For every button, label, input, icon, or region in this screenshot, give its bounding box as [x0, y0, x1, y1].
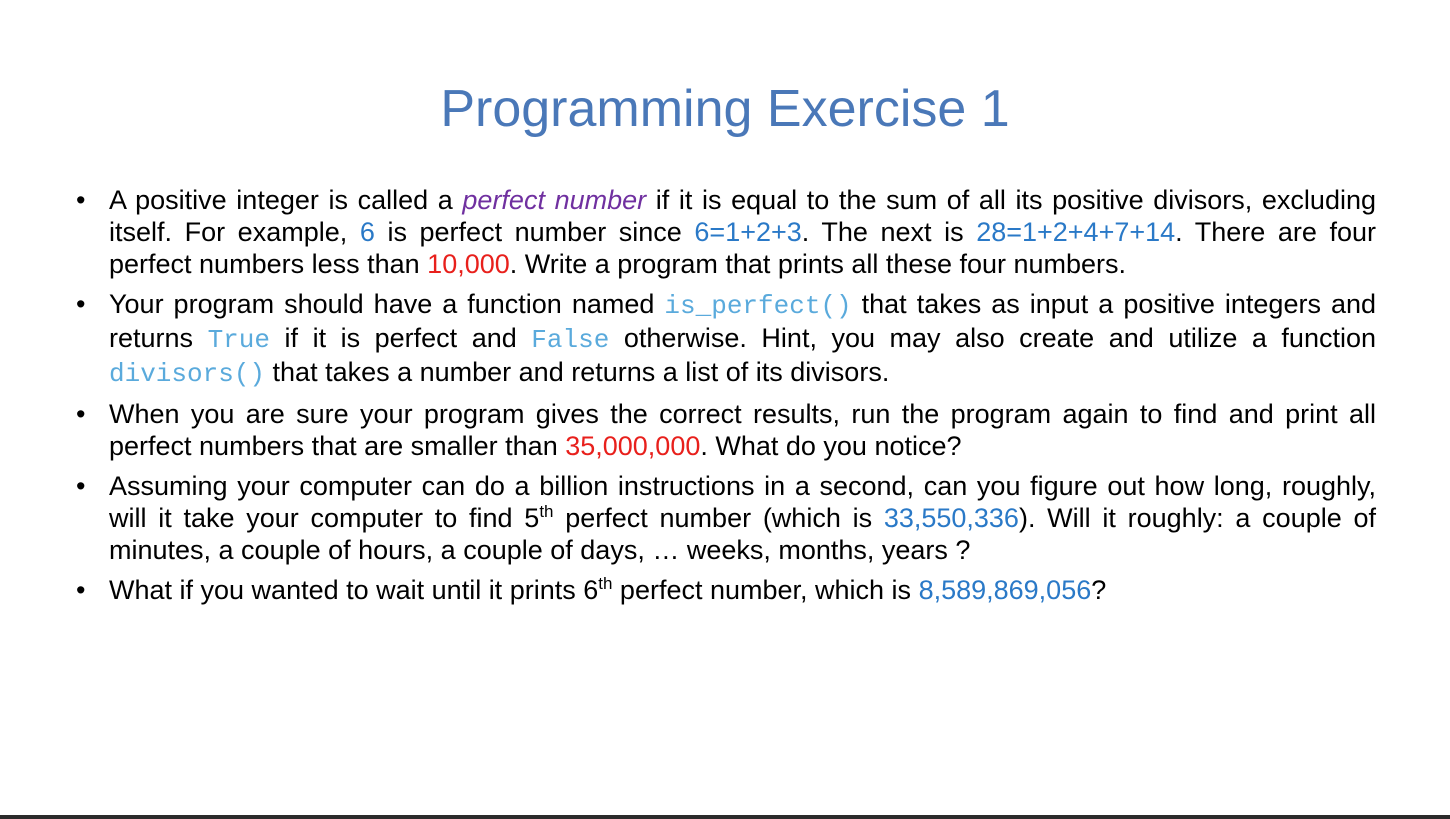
- bullet-item-3: [72, 398, 1376, 462]
- equation: 6=1+2+3: [694, 217, 802, 247]
- text: perfect number (which is: [553, 503, 884, 533]
- text: if it is equal to the sum of all its positive divisors, excluding itself. For example,: [109, 185, 1376, 247]
- bullet-icon: •: [76, 575, 86, 605]
- bullet-item-2: [72, 288, 1376, 390]
- bullet-icon: •: [76, 399, 86, 429]
- text: Assuming your computer can do a billion instructions in a second, can you figure out how long, roughly, will it take your computer to find 5: [109, 471, 1376, 533]
- number-highlight: 6: [359, 217, 375, 247]
- code-is-perfect: is_perfect(): [664, 291, 852, 321]
- ordinal-suffix: th: [598, 574, 613, 593]
- bullet-icon: •: [76, 289, 86, 319]
- number-highlight: 8,589,869,056: [918, 575, 1092, 605]
- code-false: False: [531, 325, 610, 355]
- text: When you are sure your program gives the correct results, run the program again to find and print all perfect numbers that are smaller than: [109, 399, 1376, 461]
- text: What if you wanted to wait until it prints 6: [109, 575, 599, 605]
- text: . Write a program that prints all these four numbers.: [509, 249, 1127, 279]
- text: that takes as input a positive integers and returns: [109, 289, 1377, 353]
- text: . The next is: [801, 217, 977, 247]
- term-perfect-number: perfect number: [462, 185, 647, 215]
- text: . There are four perfect numbers less than: [109, 217, 1376, 279]
- slide-title: Programming Exercise 1: [440, 80, 1010, 138]
- text: that takes a number and returns a list of its divisors.: [265, 357, 890, 387]
- text: if it is perfect and: [270, 323, 532, 353]
- bullet-item-5: [72, 574, 1376, 606]
- text: . What do you notice?: [700, 431, 962, 461]
- bullet-item-4: [72, 470, 1376, 566]
- equation: 28=1+2+4+7+14: [976, 217, 1176, 247]
- limit-value: 35,000,000: [565, 431, 701, 461]
- bottom-divider: [0, 815, 1450, 819]
- text: otherwise. Hint, you may also create and utilize a function: [609, 323, 1376, 353]
- bullet-icon: •: [76, 185, 86, 215]
- text: is perfect number since: [374, 217, 695, 247]
- text: perfect number, which is: [612, 575, 919, 605]
- code-divisors: divisors(): [109, 359, 266, 389]
- code-true: True: [207, 325, 270, 355]
- text: ). Will it roughly: a couple of minutes, a couple of hours, a couple of days, … weeks, months, years ?: [109, 503, 1376, 565]
- text: ?: [1091, 575, 1107, 605]
- text: Your program should have a function named: [109, 289, 665, 319]
- ordinal-suffix: th: [539, 502, 554, 521]
- bullet-list: [72, 184, 1376, 614]
- number-highlight: 33,550,336: [883, 503, 1019, 533]
- bullet-icon: •: [76, 471, 86, 501]
- limit-value: 10,000: [427, 249, 510, 279]
- bullet-item-1: [72, 184, 1376, 280]
- text: A positive integer is called a: [109, 185, 463, 215]
